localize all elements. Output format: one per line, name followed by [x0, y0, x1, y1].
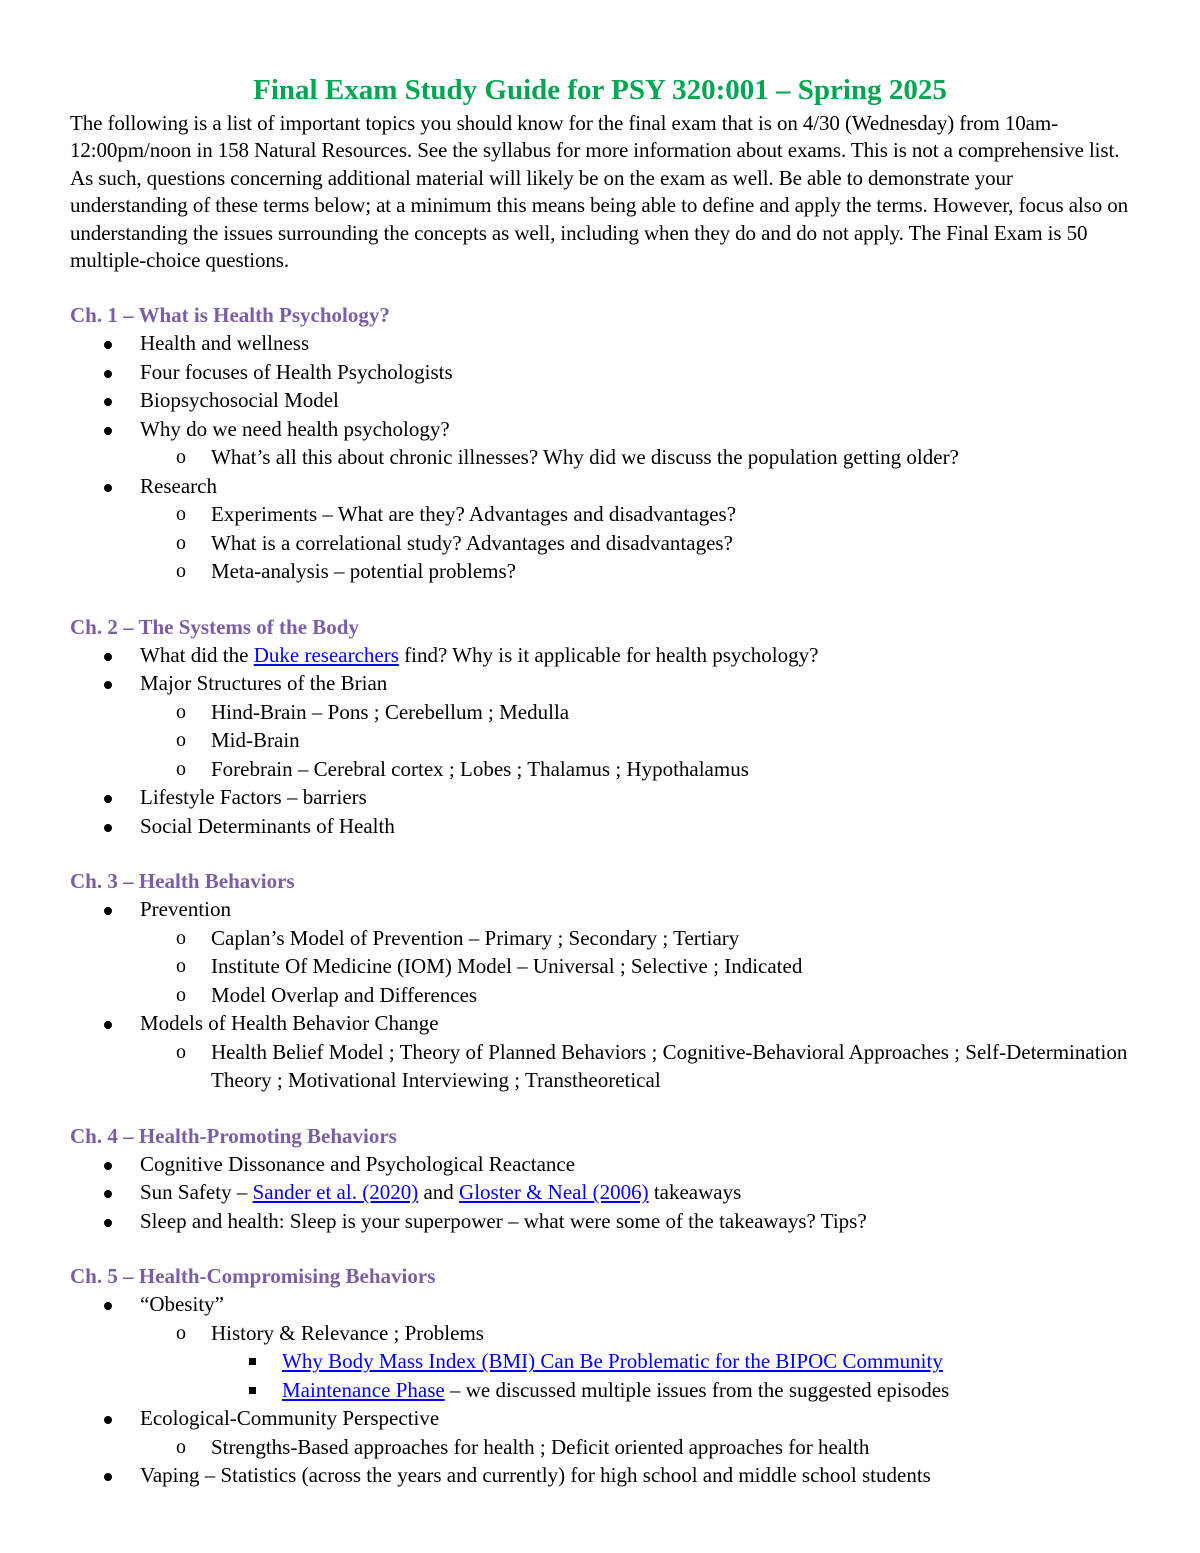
list-item: What did the Duke researchers find? Why is it applicable for health psychology? — [70, 641, 1130, 670]
circle-bullet-icon: o — [176, 983, 186, 1006]
list-item: Sleep and health: Sleep is your superpower – what were some of the takeaways? Tips? — [70, 1207, 1130, 1236]
circle-bullet-icon: o — [176, 1435, 186, 1458]
bmi-bipoc-link[interactable]: Why Body Mass Index (BMI) Can Be Problematic for the BIPOC Community — [282, 1349, 943, 1374]
section-ch4 — [70, 1122, 1130, 1236]
list-item: Ecological-Community Perspective — [70, 1404, 1130, 1433]
topic-list — [70, 641, 1130, 841]
bullet-icon — [104, 1178, 112, 1207]
topic-list — [70, 329, 1130, 586]
bullet-icon — [104, 1009, 112, 1038]
circle-bullet-icon: o — [176, 1321, 186, 1344]
circle-bullet-icon: o — [176, 757, 186, 780]
section-ch5 — [70, 1262, 1130, 1490]
list-subitem: o Forebrain – Cerebral cortex ; Lobes ; Thalamus ; Hypothalamus — [70, 755, 1130, 784]
document-title: Final Exam Study Guide for PSY 320:001 – Spring 2025 — [253, 74, 947, 106]
circle-bullet-icon: o — [176, 560, 186, 583]
document-page — [70, 72, 1130, 1490]
bullet-icon — [104, 895, 112, 924]
circle-bullet-icon: o — [176, 503, 186, 526]
section-ch3 — [70, 867, 1130, 1095]
list-item: Vaping – Statistics (across the years and currently) for high school and middle school students — [70, 1461, 1130, 1490]
circle-bullet-icon: o — [176, 531, 186, 554]
list-item: Major Structures of the Brian — [70, 669, 1130, 698]
section-heading: Ch. 5 – Health-Compromising Behaviors — [70, 1264, 436, 1289]
bullet-icon — [104, 1207, 112, 1236]
list-subitem: o History & Relevance ; Problems — [70, 1319, 1130, 1348]
list-subitem: o What is a correlational study? Advantages and disadvantages? — [70, 529, 1130, 558]
section-heading: Ch. 1 – What is Health Psychology? — [70, 303, 390, 328]
list-item: Four focuses of Health Psychologists — [70, 358, 1130, 387]
square-bullet-icon — [249, 1376, 256, 1405]
list-item: Prevention — [70, 895, 1130, 924]
bullet-icon — [104, 329, 112, 358]
section-ch1 — [70, 301, 1130, 586]
bullet-icon — [104, 783, 112, 812]
list-item: “Obesity” — [70, 1290, 1130, 1319]
section-heading: Ch. 2 – The Systems of the Body — [70, 614, 359, 639]
circle-bullet-icon: o — [176, 729, 186, 752]
list-item: Cognitive Dissonance and Psychological Reactance — [70, 1150, 1130, 1179]
bullet-icon — [104, 812, 112, 841]
list-item: Health and wellness — [70, 329, 1130, 358]
list-item: Research — [70, 472, 1130, 501]
topic-list — [70, 1290, 1130, 1490]
list-item: Biopsychosocial Model — [70, 386, 1130, 415]
bullet-icon — [104, 386, 112, 415]
bullet-icon — [104, 472, 112, 501]
bullet-icon — [104, 641, 112, 670]
list-item: Lifestyle Factors – barriers — [70, 783, 1130, 812]
list-subitem: o Experiments – What are they? Advantages and disadvantages? — [70, 500, 1130, 529]
section-ch2 — [70, 613, 1130, 841]
list-subitem: o Caplan’s Model of Prevention – Primary ; Secondary ; Tertiary — [70, 924, 1130, 953]
list-subitem: o Model Overlap and Differences — [70, 981, 1130, 1010]
sander-2020-link[interactable]: Sander et al. (2020) — [252, 1180, 419, 1205]
bullet-icon — [104, 1404, 112, 1433]
list-subsubitem: Maintenance Phase – we discussed multiple issues from the suggested episodes — [70, 1376, 1130, 1405]
list-subsubitem — [70, 1347, 1130, 1376]
maintenance-phase-link[interactable]: Maintenance Phase — [282, 1377, 445, 1402]
list-subitem: o Meta-analysis – potential problems? — [70, 557, 1130, 586]
intro-paragraph: The following is a list of important topics you should know for the final exam that is on 4/30 (Wednesday) from 10am-12:00pm/noon in 158 Natural Resources. See the syllabus for more information about exams. This is not a comprehensive list. As such, questions concerning additional material will likely be on the exam as well. Be able to demonstrate your understanding of these terms below; at a minimum this means being able to define and apply the terms. However, focus also on understanding the issues surrounding the concepts as well, including when they do and do not apply. The Final Exam is 50 multiple-choice questions. — [70, 111, 1129, 273]
gloster-neal-2006-link[interactable]: Gloster & Neal (2006) — [459, 1180, 649, 1205]
duke-researchers-link[interactable]: Duke researchers — [253, 642, 399, 667]
section-heading: Ch. 4 – Health-Promoting Behaviors — [70, 1123, 397, 1148]
list-subitem: o Strengths-Based approaches for health ; Deficit oriented approaches for health — [70, 1433, 1130, 1462]
circle-bullet-icon: o — [176, 1040, 186, 1063]
list-subitem: o Mid-Brain — [70, 726, 1130, 755]
bullet-icon — [104, 669, 112, 698]
square-bullet-icon — [249, 1347, 256, 1376]
list-item: Social Determinants of Health — [70, 812, 1130, 841]
bullet-icon — [104, 358, 112, 387]
list-subitem: o Hind-Brain – Pons ; Cerebellum ; Medulla — [70, 698, 1130, 727]
bullet-icon — [104, 1150, 112, 1179]
bullet-icon — [104, 415, 112, 444]
topic-list — [70, 895, 1130, 1095]
list-subitem: o What’s all this about chronic illnesses? Why did we discuss the population getting older? — [70, 443, 1130, 472]
topic-list — [70, 1150, 1130, 1236]
circle-bullet-icon: o — [176, 955, 186, 978]
section-heading: Ch. 3 – Health Behaviors — [70, 869, 295, 894]
circle-bullet-icon: o — [176, 700, 186, 723]
list-subitem: o Institute Of Medicine (IOM) Model – Universal ; Selective ; Indicated — [70, 952, 1130, 981]
circle-bullet-icon: o — [176, 926, 186, 949]
bullet-icon — [104, 1461, 112, 1490]
list-subitem: o Health Belief Model ; Theory of Planned Behaviors ; Cognitive-Behavioral Approaches ; Self-Determination Theory ; Motivational Interviewing ; Transtheoretical — [176, 1039, 1128, 1093]
bullet-icon — [104, 1290, 112, 1319]
list-item: Models of Health Behavior Change — [70, 1009, 1130, 1038]
list-item: Why do we need health psychology? — [70, 415, 1130, 444]
circle-bullet-icon: o — [176, 446, 186, 469]
list-item: Sun Safety – Sander et al. (2020) and Gloster & Neal (2006) takeaways — [70, 1178, 1130, 1207]
